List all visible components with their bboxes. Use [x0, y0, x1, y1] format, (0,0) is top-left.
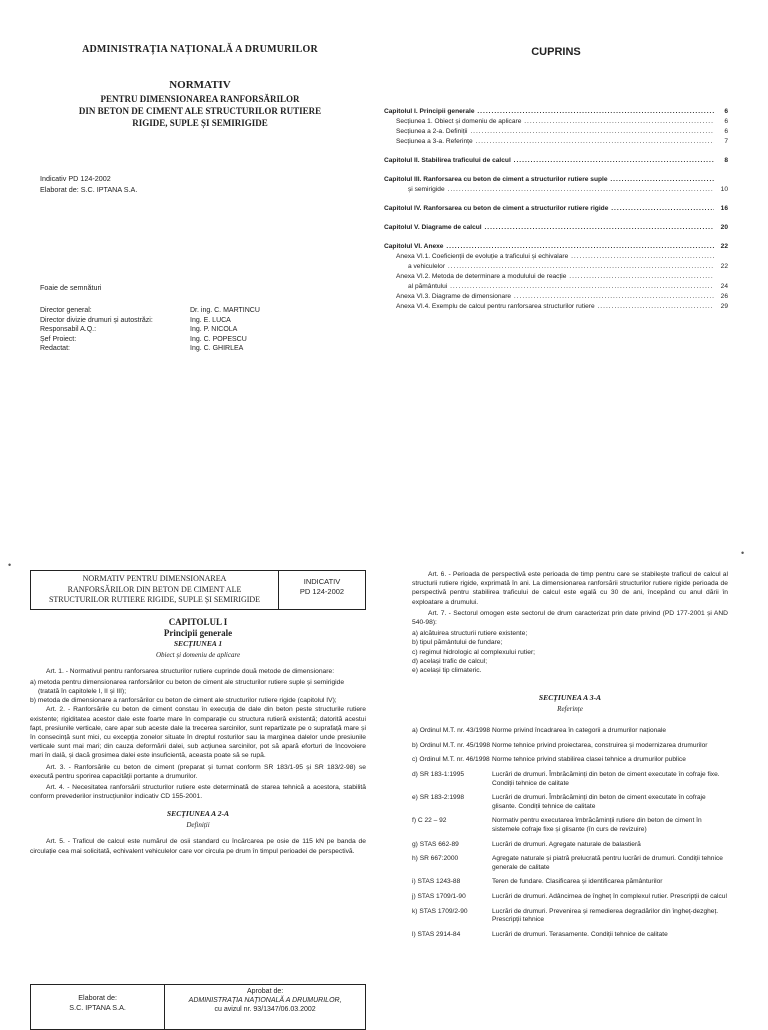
- elaborat-de: Elaborat de: S.C. IPTANA S.A.: [40, 185, 138, 194]
- page-header-box: [30, 570, 366, 610]
- signature-row: Director general: Dr. ing. C. MARTINCU: [40, 307, 260, 314]
- section-1-heading: SECȚIUNEA 1: [173, 638, 223, 648]
- reference-row: e) SR 183-2:1998 Lucrări de drumuri. Îmbrăcăminți din beton de ciment executate în cofraje glisante. Condiții tehnice de calitate: [412, 794, 706, 810]
- section-2-heading: SECȚIUNEA A 2-A: [166, 809, 230, 819]
- footer-elaborat: Elaborat de: S.C. IPTANA S.A.: [31, 985, 165, 1029]
- article-1-item-a: a) metoda pentru dimensionarea ranforsărilor cu beton de ciment ale structurilor rutiere suple și semirigide (tratată în capitolele I, II și III);: [30, 678, 345, 695]
- toc-entry: Secțiunea 1. Obiect și domeniu de aplicare ..... 6: [384, 118, 728, 126]
- normativ-subtitle-1: PENTRU DIMENSIONAREA RANFORSĂRILOR: [100, 94, 300, 104]
- toc-entry: al pământului ..... 24: [384, 283, 728, 291]
- toc-entry: Capitolul IV. Ranforsarea cu beton de ciment a structurilor rutiere rigide ..... 16: [384, 205, 728, 213]
- article-1-item-b: b) metoda de dimensionare a ranforsărilor cu beton de ciment ale structurilor rutiere rigide (capitolul IV);: [30, 697, 337, 705]
- cover-page: [0, 0, 384, 512]
- signatures-heading: Foaie de semnături: [40, 283, 102, 292]
- toc-list: [384, 108, 728, 311]
- article-7-item: d) același trafic de calcul;: [412, 657, 488, 665]
- toc-entry: Capitolul I. Principii generale ..... 6: [384, 108, 728, 116]
- header-title: NORMATIV PENTRU DIMENSIONAREA RANFORSĂRILOR DIN BETON DE CIMENT ALE STRUCTURILOR RUTIERE RIGIDE, SUPLE ȘI SEMIRIGIDE: [31, 571, 279, 609]
- signature-row: Redactat: Ing. C. GHIRLEA: [40, 345, 244, 352]
- section-1-title: Obiect și domeniu de aplicare: [155, 650, 241, 659]
- toc-entry: Capitolul VI. Anexe ..... 22: [384, 243, 728, 251]
- toc-entry: Anexa VI.4. Exemplu de calcul pentru ranforsarea structurilor rutiere ..... 29: [384, 303, 728, 311]
- toc-entry: Capitolul V. Diagrame de calcul ..... 20: [384, 224, 728, 232]
- page-six: [0, 512, 384, 1024]
- scan-mark: •: [8, 560, 12, 570]
- toc-entry: Secțiunea a 2-a. Definiții ..... 6: [384, 128, 728, 136]
- toc-entry: Anexa VI.2. Metoda de determinare a modulului de reacție .....: [384, 273, 728, 281]
- reference-row: k) STAS 1709/2-90 Lucrări de drumuri. Prevenirea și remedierea degradărilor din îngheț-dezgheț. Prescripții tehnice: [412, 907, 719, 924]
- section-3-title: Referințe: [557, 705, 583, 714]
- reference-row: c) Ordinul M.T. nr. 46/1998 Norme tehnice privind stabilirea clasei tehnice a drumurilor publice: [412, 756, 686, 764]
- scan-mark: •: [741, 548, 745, 558]
- reference-row: f) C 22 – 92 Normativ pentru executarea îmbrăcăminții rutiere din beton de ciment în sistemele cofraje fixe și glisante (în curs de revizuire): [412, 817, 702, 833]
- article-6: Art. 6. - Perioada de perspectivă este perioada de timp pentru care se stabilește traficul de calcul al structurii rutiere rigide, exprimată în ani. La dimensionarea ranforsării structurilor rutiere rigide perioada de perspectivă pentru stabilirea traficului de calcul este egală cu 30 de ani, începând cu anul dării în exploatare a drumului.: [412, 571, 728, 606]
- reference-row: g) STAS 662-89 Lucrări de drumuri. Agregate naturale de balastieră: [412, 840, 641, 848]
- header-indicativ: INDICATIV PD 124-2002: [299, 577, 345, 596]
- toc-entry: Anexa VI.1. Coeficienții de evoluție a traficului și echivalare .....: [384, 253, 728, 261]
- article-7-item: a) alcătuirea structurii rutiere existente;: [412, 630, 528, 638]
- agency-name: ADMINISTRAȚIA NAȚIONALĂ A DRUMURILOR: [82, 44, 318, 55]
- reference-row: a) Ordinul M.T. nr. 43/1998 Norme privind încadrarea în categorii a drumurilor naționale: [412, 727, 667, 735]
- chapter-title: Principii generale: [163, 627, 233, 638]
- page-seven: [384, 512, 768, 1024]
- reference-row: l) STAS 2914-84 Lucrări de drumuri. Terasamente. Condiții tehnice de calitate: [412, 930, 668, 938]
- article-3: Art. 3. - Ranforsările cu beton de ciment (preparat și turnat conform SR 183/1-95 și SR 183/2-98) se execută pentru sporirea capacității portante a drumurilor.: [30, 763, 366, 780]
- article-1: Art. 1. - Normativul pentru ranforsarea structurilor rutiere cuprinde două metode de dimensionare:: [46, 667, 335, 675]
- normativ-subtitle-2: DIN BETON DE CIMENT ALE STRUCTURILOR RUTIERE: [78, 106, 322, 116]
- toc-title: CUPRINS: [531, 46, 581, 58]
- reference-row: h) SR 667:2000 Agregate naturale și piatră prelucrată pentru lucrări de drumuri. Condiții tehnice generale de calitate: [412, 855, 723, 871]
- reference-row: b) Ordinul M.T. nr. 45/1998 Norme tehnice privind proiectarea, construirea și modernizarea drumurilor: [412, 741, 708, 749]
- footer-aprobat: Aprobat de: ADMINISTRAȚIA NAȚIONALĂ A DRUMURILOR, cu avizul nr. 93/1347/06.03.2002: [188, 988, 342, 1013]
- reference-row: i) STAS 1243-88 Teren de fundare. Clasificarea și identificarea pământurilor: [412, 878, 663, 886]
- article-7-item: b) tipul pământului de fundare;: [412, 639, 503, 647]
- chapter-heading: CAPITOLUL I: [168, 616, 228, 627]
- toc-entry: Anexa VI.3. Diagrame de dimensionare ..... 26: [384, 293, 728, 301]
- signature-row: Director divizie drumuri și autostrăzi: Ing. E. LUCA: [40, 316, 231, 324]
- article-7: Art. 7. - Sectorul omogen este sectorul de drum caracterizat prin date privind (PD 177-2001 și AND 540-98):: [412, 609, 728, 627]
- article-5: Art. 5. - Traficul de calcul este numărul de osii standard cu încărcarea pe osie de 115 kN pe banda de circulație cea mai solicitată, echivalent vehiculelor care vor circula pe drum în timpul perioadei de perspectivă.: [30, 838, 366, 855]
- page-footer-box: [30, 984, 366, 1030]
- signature-row: Șef Proiect: Ing. C. POPESCU: [40, 335, 247, 343]
- toc-entry: a vehiculelor ..... 22: [384, 263, 728, 271]
- reference-row: d) SR 183-1:1995 Lucrări de drumuri. Îmbrăcăminți din beton de ciment executate în cofraje fixe. Condiții tehnice de calitate: [412, 771, 720, 787]
- normativ-title: NORMATIV: [169, 79, 231, 91]
- article-2: Art. 2. - Ranforsările cu beton de ciment constau în execuția de dale din beton peste structurile rutiere existente; rigiditatea acestor dale este foarte mare în comparație cu structura rutieră existentă; datorită acestui fapt, presiunile verticale, care apar sub aceste dale la trecerea sarcinilor, sunt repartizate pe o suprafață mare și în consecință sunt mici, cu excepția zonelor situate în dreptul rosturilor sau la marginea dalelor unde presiunile verticale sunt mai mari; din cauza deformării dalei, sub acțiunea sarcinilor, pot să apară eforturi de încovoiere mari în dală, și dacă grosimea dalei este insuficientă, aceasta poate să se rupă.: [30, 706, 366, 760]
- section-2-title: Definiții: [186, 821, 210, 830]
- article-7-item: e) același tip climateric.: [412, 667, 482, 675]
- article-4: Art. 4. - Necesitatea ranforsării structurilor rutiere este determinată de starea tehnică a acestora, stabilită conform prevederilor instrucțiunilor indicativ CD 155-2001.: [30, 783, 366, 801]
- toc-entry: Secțiunea a 3-a. Referințe ..... 7: [384, 138, 728, 146]
- reference-row: j) STAS 1709/1-90 Lucrări de drumuri. Adâncimea de îngheț în complexul rutier. Prescripții de calcul: [412, 892, 727, 900]
- normativ-subtitle-3: RIGIDE, SUPLE ȘI SEMIRIGIDE: [132, 118, 268, 128]
- toc-entry: și semirigide ..... 10: [384, 186, 728, 194]
- cover-meta: [40, 173, 360, 195]
- signatures-list: [40, 306, 360, 354]
- toc-page: [384, 0, 768, 512]
- article-7-item: c) regimul hidrologic al complexului rutier;: [412, 648, 536, 656]
- references-list: [412, 727, 728, 939]
- toc-entry: Capitolul III. Ranforsarea cu beton de ciment a structurilor rutiere suple .....: [384, 176, 728, 184]
- toc-entry: Capitolul II. Stabilirea traficului de calcul ..... 8: [384, 157, 728, 165]
- section-3-heading: SECȚIUNEA A 3-A: [538, 693, 602, 703]
- indicativ: Indicativ PD 124-2002: [40, 174, 111, 183]
- signature-row: Responsabil A.Q.: Ing. P. NICOLA: [40, 326, 238, 333]
